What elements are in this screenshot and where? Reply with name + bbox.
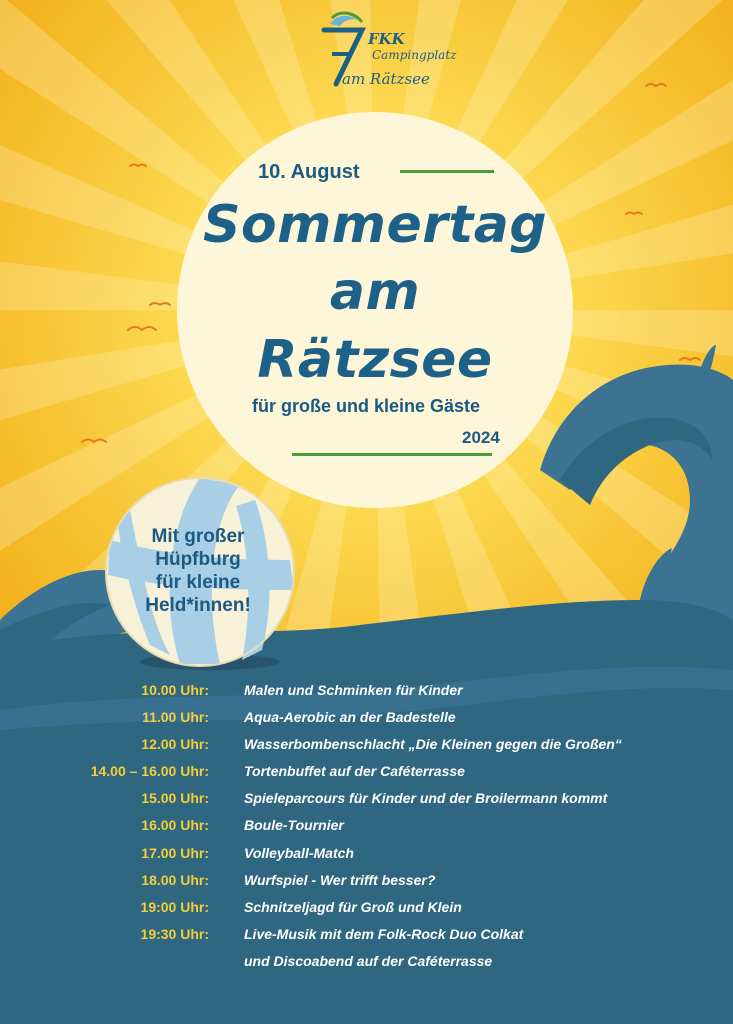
schedule-activity: Schnitzeljagd für Groß und Klein: [244, 899, 462, 915]
logo-text-fkk: FKK: [368, 30, 405, 48]
schedule-time: 17.00 Uhr:: [141, 845, 209, 861]
schedule-time: 19:00 Uhr:: [140, 899, 209, 915]
schedule-row: [0, 790, 733, 817]
event-date: 10. August: [258, 161, 360, 183]
schedule-row: [0, 682, 733, 709]
schedule-activity: und Discoabend auf der Caféterrasse: [244, 953, 493, 969]
event-year: 2024: [462, 428, 500, 447]
schedule-activity: Spieleparcours für Kinder und der Broilermann kommt: [244, 790, 608, 806]
badge-line2: Hüpfburg: [155, 549, 241, 570]
schedule-row: [0, 845, 733, 872]
schedule-row: [0, 763, 733, 790]
schedule-time: 14.00 – 16.00 Uhr:: [90, 763, 209, 779]
badge-line4: Held*innen!: [145, 595, 251, 616]
campsite-logo[interactable]: [318, 10, 478, 96]
schedule-row: [0, 953, 733, 980]
event-subtitle: für große und kleine Gäste: [252, 396, 481, 416]
event-title-line1: Sommertag: [202, 195, 548, 255]
schedule-time: 11.00 Uhr:: [142, 709, 209, 725]
schedule-activity: Live-Musik mit dem Folk-Rock Duo Colkat: [244, 926, 524, 942]
schedule-time: 10.00 Uhr:: [141, 682, 209, 698]
bouncy-castle-badge: [112, 525, 284, 617]
schedule-activity: Volleyball-Match: [244, 845, 354, 861]
schedule-time: 12.00 Uhr:: [141, 736, 209, 752]
schedule-row: [0, 817, 733, 844]
date-divider: [400, 170, 494, 173]
schedule-row: [0, 872, 733, 899]
schedule-activity: Wasserbombenschlacht „Die Kleinen gegen die Großen“: [244, 736, 622, 752]
schedule-activity: Wurfspiel - Wer trifft besser?: [244, 872, 436, 888]
schedule-time: 18.00 Uhr:: [141, 872, 209, 888]
schedule-row: [0, 899, 733, 926]
subtitle-divider: [292, 453, 492, 456]
logo-text-location: am Rätzsee: [342, 70, 430, 88]
schedule-row: [0, 709, 733, 736]
schedule-activity: Malen und Schminken für Kinder: [244, 682, 463, 698]
schedule-activity: Tortenbuffet auf der Caféterrasse: [244, 763, 465, 779]
schedule-time: 19:30 Uhr:: [140, 926, 209, 942]
schedule-activity: Aqua-Aerobic an der Badestelle: [244, 709, 456, 725]
logo-text-campingplatz: Campingplatz: [372, 48, 457, 62]
schedule-activity: Boule-Tournier: [244, 817, 344, 833]
schedule-time: 15.00 Uhr:: [141, 790, 209, 806]
schedule-time: 16.00 Uhr:: [141, 817, 209, 833]
event-title-line3: Rätzsee: [257, 330, 493, 390]
event-title-line2: am: [329, 262, 421, 322]
badge-line3: für kleine: [155, 572, 241, 593]
schedule-row: [0, 736, 733, 763]
badge-line1: Mit großer: [151, 526, 245, 547]
schedule-row: [0, 926, 733, 953]
